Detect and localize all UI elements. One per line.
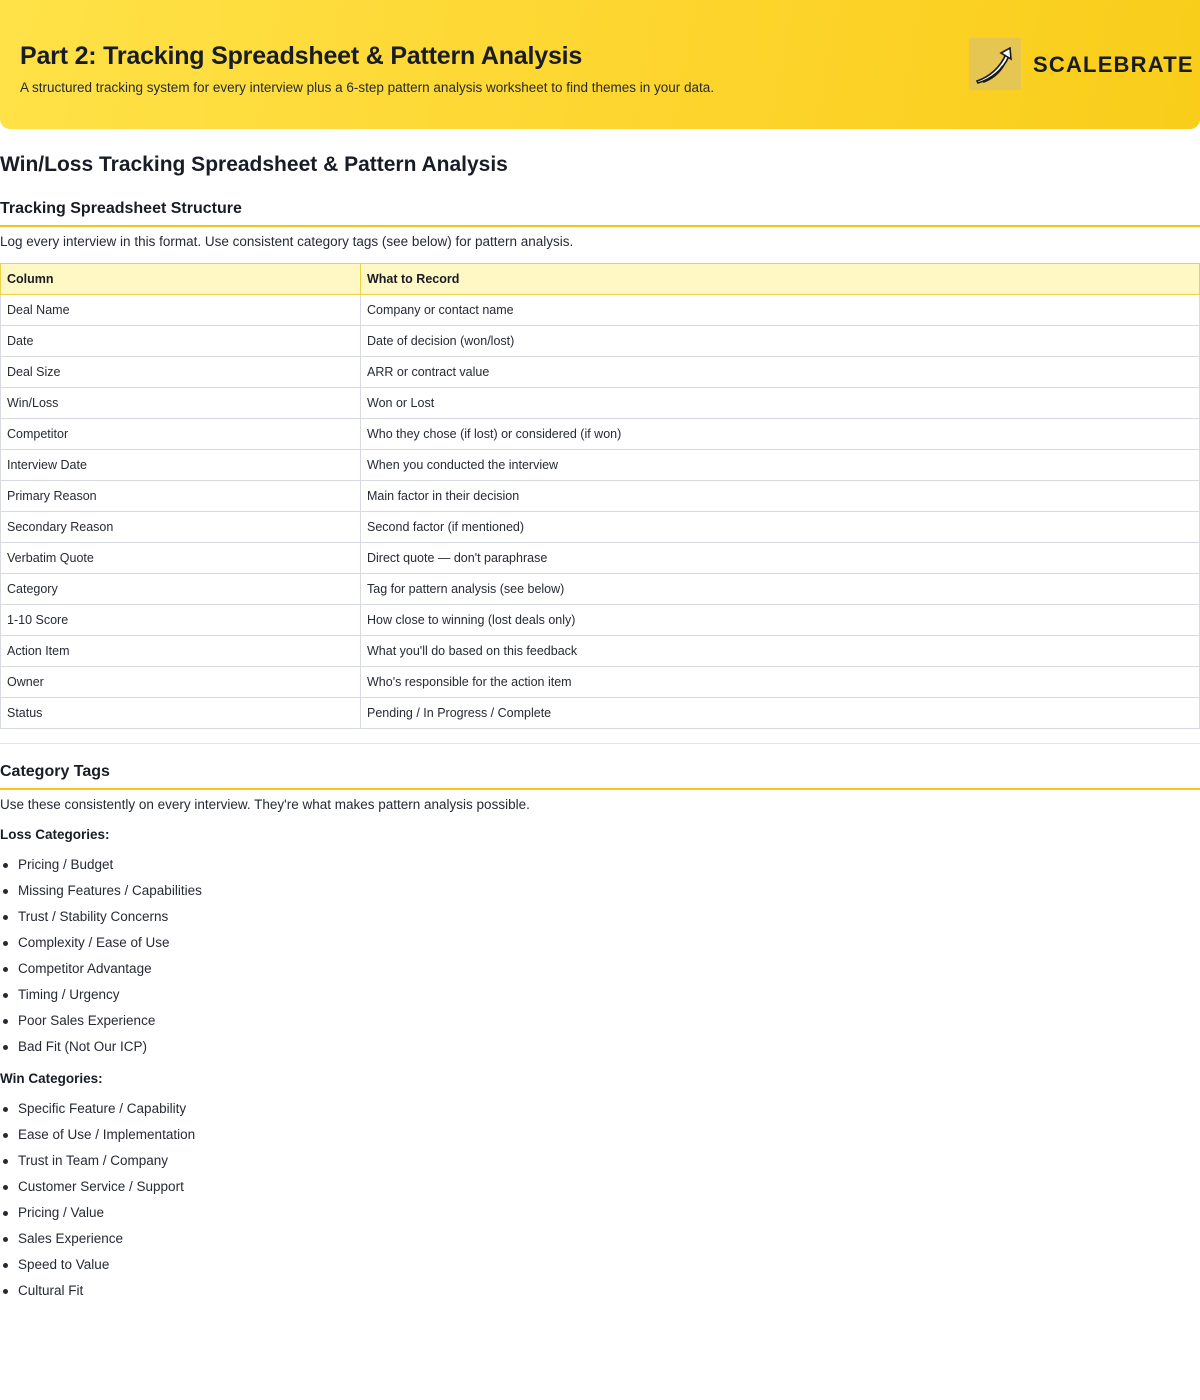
table-row bbox=[1, 636, 1200, 667]
table-row bbox=[1, 295, 1200, 326]
table-cell: Secondary Reason bbox=[1, 512, 361, 543]
table-cell: Category bbox=[1, 574, 361, 605]
table-row bbox=[1, 450, 1200, 481]
list-item: Competitor Advantage bbox=[0, 961, 202, 987]
tracking-structure-table bbox=[0, 263, 1200, 729]
table-cell: Who's responsible for the action item bbox=[361, 667, 1200, 698]
table-row bbox=[1, 419, 1200, 450]
table-cell: 1-10 Score bbox=[1, 605, 361, 636]
tracking-section-heading: Tracking Spreadsheet Structure bbox=[0, 200, 1200, 227]
column-header: Column bbox=[1, 264, 361, 295]
table-row bbox=[1, 543, 1200, 574]
list-item: Sales Experience bbox=[0, 1231, 195, 1257]
list-item: Trust in Team / Company bbox=[0, 1153, 195, 1179]
table-cell: Main factor in their decision bbox=[361, 481, 1200, 512]
list-item: Timing / Urgency bbox=[0, 987, 202, 1013]
list-item: Pricing / Budget bbox=[0, 857, 202, 883]
list-item: Bad Fit (Not Our ICP) bbox=[0, 1039, 202, 1065]
table-cell: How close to winning (lost deals only) bbox=[361, 605, 1200, 636]
list-item: Ease of Use / Implementation bbox=[0, 1127, 195, 1153]
list-item: Speed to Value bbox=[0, 1257, 195, 1283]
list-item: Trust / Stability Concerns bbox=[0, 909, 202, 935]
table-cell: Status bbox=[1, 698, 361, 729]
rising-arrow-logo-icon bbox=[969, 38, 1021, 90]
brand-name: SCALEBRATE bbox=[1033, 52, 1194, 77]
table-cell: Direct quote — don't paraphrase bbox=[361, 543, 1200, 574]
loss-categories-list bbox=[0, 857, 202, 1065]
banner-subtitle: A structured tracking system for every interview plus a 6-step pattern analysis worksheet to find themes in your data. bbox=[20, 80, 715, 95]
table-row bbox=[1, 357, 1200, 388]
table-cell: Interview Date bbox=[1, 450, 361, 481]
list-item: Poor Sales Experience bbox=[0, 1013, 202, 1039]
table-cell: When you conducted the interview bbox=[361, 450, 1200, 481]
table-cell: Company or contact name bbox=[361, 295, 1200, 326]
table-cell: Owner bbox=[1, 667, 361, 698]
page-title: Win/Loss Tracking Spreadsheet & Pattern Analysis bbox=[0, 153, 508, 176]
table-cell: Action Item bbox=[1, 636, 361, 667]
banner-title: Part 2: Tracking Spreadsheet & Pattern Analysis bbox=[20, 42, 583, 70]
table-cell: Deal Size bbox=[1, 357, 361, 388]
list-item: Customer Service / Support bbox=[0, 1179, 195, 1205]
list-item: Specific Feature / Capability bbox=[0, 1101, 195, 1127]
table-cell: Verbatim Quote bbox=[1, 543, 361, 574]
table-cell: Competitor bbox=[1, 419, 361, 450]
list-item: Complexity / Ease of Use bbox=[0, 935, 202, 961]
category-tags-heading: Category Tags bbox=[0, 763, 1200, 790]
section-divider bbox=[0, 743, 1200, 744]
column-header: What to Record bbox=[361, 264, 1200, 295]
table-cell: Won or Lost bbox=[361, 388, 1200, 419]
table-row bbox=[1, 326, 1200, 357]
table-row bbox=[1, 512, 1200, 543]
table-row bbox=[1, 605, 1200, 636]
table-row bbox=[1, 574, 1200, 605]
table-cell: Tag for pattern analysis (see below) bbox=[361, 574, 1200, 605]
table-cell: ARR or contract value bbox=[361, 357, 1200, 388]
table-row bbox=[1, 481, 1200, 512]
table-row bbox=[1, 698, 1200, 729]
header-banner bbox=[0, 0, 1200, 129]
table-cell: Second factor (if mentioned) bbox=[361, 512, 1200, 543]
table-cell: What you'll do based on this feedback bbox=[361, 636, 1200, 667]
tracking-intro: Log every interview in this format. Use consistent category tags (see below) for pattern analysis. bbox=[0, 234, 574, 249]
table-header-row bbox=[1, 264, 1200, 295]
win-categories-label: Win Categories: bbox=[0, 1071, 103, 1086]
loss-categories-label: Loss Categories: bbox=[0, 827, 110, 842]
list-item: Cultural Fit bbox=[0, 1283, 195, 1309]
table-row bbox=[1, 388, 1200, 419]
table-cell: Primary Reason bbox=[1, 481, 361, 512]
win-categories-list bbox=[0, 1101, 195, 1309]
table-cell: Date bbox=[1, 326, 361, 357]
list-item: Missing Features / Capabilities bbox=[0, 883, 202, 909]
table-cell: Date of decision (won/lost) bbox=[361, 326, 1200, 357]
table-cell: Deal Name bbox=[1, 295, 361, 326]
table-cell: Who they chose (if lost) or considered (if won) bbox=[361, 419, 1200, 450]
category-tags-intro: Use these consistently on every interview. They're what makes pattern analysis possible. bbox=[0, 797, 530, 812]
table-cell: Pending / In Progress / Complete bbox=[361, 698, 1200, 729]
list-item: Pricing / Value bbox=[0, 1205, 195, 1231]
table-row bbox=[1, 667, 1200, 698]
table-cell: Win/Loss bbox=[1, 388, 361, 419]
